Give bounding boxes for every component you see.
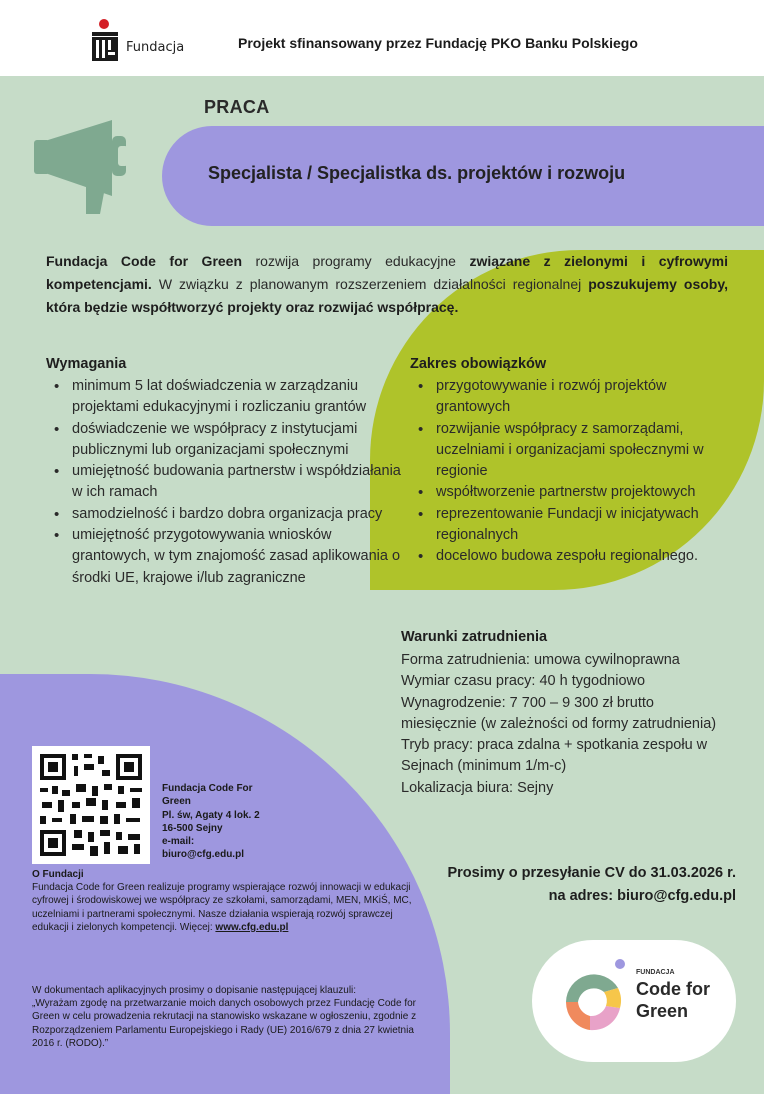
responsibilities-list	[410, 376, 740, 568]
requirements-list	[46, 376, 406, 589]
about-section	[32, 868, 412, 934]
gdpr-clause	[32, 984, 437, 1050]
condition-line: Forma zatrudnienia: umowa cywilnoprawna	[401, 652, 680, 668]
section-label: PRACA	[204, 97, 270, 117]
pko-logo-text: Fundacja	[126, 40, 185, 55]
condition-line: Wynagrodzenie: 7 700 – 9 300 zł brutto miesięcznie (w zależności od formy zatrudnienia)	[401, 694, 717, 732]
pko-logo-icon	[90, 18, 122, 64]
intro-emphasis-2: poszukujemy osoby, która będzie współtworzyć projekty oraz rozwijać współpracę.	[46, 276, 728, 315]
requirements-heading: Wymagania	[46, 356, 127, 372]
intro-emphasis-1: związane z zielonymi i cyfrowymi kompetencjami.	[46, 253, 728, 292]
list-item: • doświadczenie we współpracy z instytucjami publicznymi lub organizacjami społecznymi	[46, 419, 406, 462]
condition-line: Lokalizacja biura: Sejny	[401, 779, 554, 796]
cfg-logo-small-text: FUNDACJA	[636, 969, 675, 976]
contact-address	[162, 782, 282, 862]
conditions-list	[401, 650, 721, 799]
condition-line: Wymiar czasu pracy: 40 h tygodniowo	[401, 673, 646, 690]
address-street: Pl. św, Agaty 4 lok. 2	[162, 809, 260, 821]
about-title: O Fundacji	[32, 869, 84, 880]
list-item: • przygotowywanie i rozwój projektów grantowych	[410, 376, 740, 419]
list-item: • umiejętność przygotowywania wniosków grantowych, w tym znajomość zasad aplikowania o środki UE, krajowe i/lub zagraniczne	[46, 525, 406, 589]
about-text: Fundacja Code for Green realizuje programy wspierające rozwój innowacji w edukacji cyfrowej i środowiskowej we współpracy ze szkołami, samorządami, MEN, MKiŚ, MC, uczelniami i partnerami społecznymi. Nasze działania wspierają rozwój sprawczej edukacji i zielonych kompetencji. Więcej:	[32, 882, 412, 933]
cv-request	[380, 862, 736, 908]
list-item: • współtworzenie partnerstw projektowych	[410, 482, 740, 503]
conditions-heading: Warunki zatrudnienia	[401, 629, 548, 645]
list-item: • minimum 5 lat doświadczenia w zarządzaniu projektami edukacyjnymi i rozliczaniu grantów	[46, 376, 406, 419]
list-item: • docelowo budowa zespołu regionalnego.	[410, 546, 740, 567]
address-city: 16-500 Sejny	[162, 822, 223, 834]
megaphone-icon	[28, 118, 138, 214]
header-title: Projekt sfinansowany przez Fundację PKO Banku Polskiego	[238, 35, 638, 51]
cfg-logo-name: Code for Green	[636, 979, 710, 1021]
cfg-logo-icon	[560, 958, 626, 1036]
list-item: • umiejętność budowania partnerstw i współdziałania w ich ramach	[46, 461, 406, 504]
qr-code-icon[interactable]	[32, 746, 150, 864]
list-item: • rozwijanie współpracy z samorządami, uczelniami i organizacjami społecznymi w regionie	[410, 419, 740, 483]
intro-paragraph	[46, 250, 728, 319]
clause-intro: W dokumentach aplikacyjnych prosimy o dopisanie następującej klauzuli:	[32, 985, 357, 996]
list-item: • reprezentowanie Fundacji w inicjatywach regionalnych	[410, 504, 740, 547]
job-title: Specjalista / Specjalistka ds. projektów i rozwoju	[208, 163, 626, 183]
address-email[interactable]: biuro@cfg.edu.pl	[162, 849, 244, 861]
intro-org: Fundacja Code for Green	[46, 253, 243, 269]
address-name: Fundacja Code For Green	[162, 783, 253, 808]
condition-line: Tryb pracy: praca zdalna + spotkania zespołu w Sejnach (minimum 1/m-c)	[401, 737, 708, 775]
about-link[interactable]: www.cfg.edu.pl	[215, 921, 289, 933]
list-item: • samodzielność i bardzo dobra organizacja pracy	[46, 504, 406, 525]
cv-deadline: Prosimy o przesyłanie CV do 31.03.2026 r.	[447, 865, 736, 881]
address-email-label: e-mail:	[162, 836, 195, 848]
clause-text: „Wyrażam zgodę na przetwarzanie moich danych osobowych przez Fundację Code for Green w celu prowadzenia rekrutacji na stanowisko wskazane w ogłoszeniu, zgodnie z Rozporządzeniem Parlamentu Europejskiego i Rady (UE) 2016/679 z dnia 27 kwietnia 2016 r. (RODO).”	[32, 998, 417, 1049]
cv-email[interactable]: na adres: biuro@cfg.edu.pl	[548, 888, 736, 904]
intro-text-1: rozwija programy edukacyjne	[242, 253, 470, 269]
responsibilities-heading: Zakres obowiązków	[410, 356, 547, 372]
intro-text-2: W związku z planowanym rozszerzeniem działalności regionalnej	[151, 276, 589, 292]
